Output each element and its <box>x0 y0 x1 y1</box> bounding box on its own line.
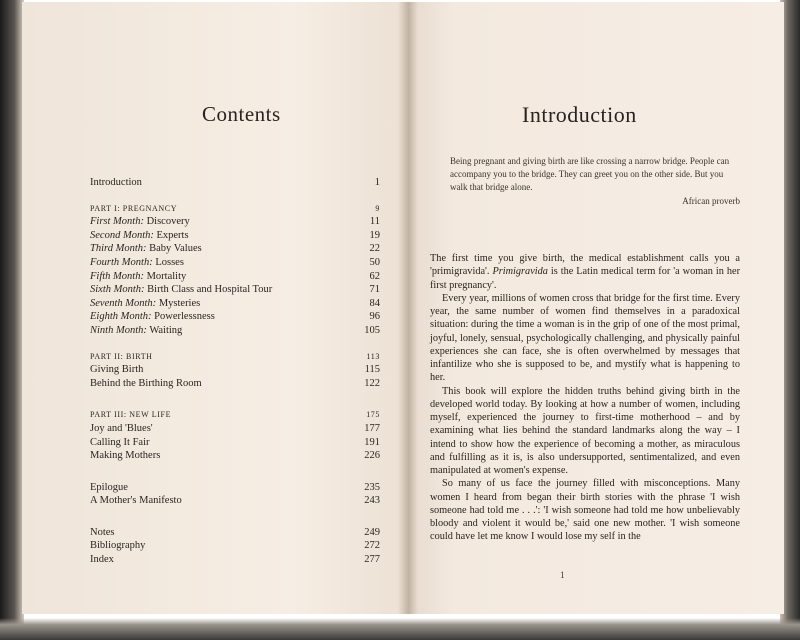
toc-entry: Fifth Month: Mortality 62 <box>90 270 380 282</box>
toc-entry: Giving Birth 115 <box>90 364 380 376</box>
toc-entry-title: Introduction <box>90 177 142 188</box>
toc-entry: Notes 249 <box>90 526 380 538</box>
toc-entry: Calling It Fair 191 <box>90 436 380 448</box>
toc-entry: Fourth Month: Losses 50 <box>90 256 380 268</box>
page-number: 1 <box>560 570 565 580</box>
toc-part-heading: PART II: BIRTH 113 <box>90 351 380 361</box>
toc-entry: Making Mothers 226 <box>90 450 380 462</box>
book-edge-left <box>0 0 24 640</box>
table-of-contents <box>90 176 380 567</box>
toc-entry <box>90 176 380 190</box>
toc-entry: Behind the Birthing Room 122 <box>90 377 380 389</box>
toc-entry: Eighth Month: Powerlessness 96 <box>90 311 380 323</box>
introduction-body <box>430 252 740 544</box>
toc-part-heading: PART I: PREGNANCY 9 <box>90 203 380 213</box>
toc-entry-page: 1 <box>374 177 380 188</box>
paragraph: The first time you give birth, the medical establishment calls you a 'primigravida'. Primigravida is the Latin medical term for 'a woman in her first pregnancy'. <box>430 253 741 291</box>
book-gutter <box>398 2 418 614</box>
toc-entry: A Mother's Manifesto 243 <box>90 495 380 507</box>
toc-entry: Epilogue 235 <box>90 481 380 493</box>
toc-entry: First Month: Discovery 11 <box>90 216 380 228</box>
paragraph: This book will explore the hidden truths behind giving birth in the developed world today. By looking at how a number of women, including myself, experienced the journey to first-time motherhood – and by examining what lies behind the standard landmarks along the way – I intend to show how the experience of becoming a mother, as miraculous and fulfilling as it is, is also undersupported, sentimentalized, and even manipulated at women's expense. <box>430 385 740 476</box>
contents-heading: Contents <box>202 102 281 126</box>
toc-entry: Bibliography 272 <box>90 540 380 552</box>
toc-entry: Second Month: Experts 19 <box>90 229 380 241</box>
introduction-heading: Introduction <box>522 102 637 127</box>
paragraph: Every year, millions of women cross that bridge for the first time. Every year, the same number of women find themselves in a paradoxical situation: during the time a woman is in the grip of one of the most primal, joyful, lonely, sensual, psychologically challenging, and physically painful experiences she can face, she is often overwhelmed by messages that infantilize who she is supposed to be, and mystify what is happening to her. <box>430 292 740 384</box>
epigraph <box>450 155 740 208</box>
toc-entry: Ninth Month: Waiting 105 <box>90 324 380 336</box>
toc-part-heading: PART III: NEW LIFE 175 <box>90 410 380 420</box>
epigraph-text: Being pregnant and giving birth are like crossing a narrow bridge. People can accompany you to the bridge. They can greet you on the other side. But you walk that bridge alone. <box>450 156 730 192</box>
toc-entry: Seventh Month: Mysteries 84 <box>90 297 380 309</box>
toc-entry: Index 277 <box>90 554 380 566</box>
epigraph-source: African proverb <box>682 196 740 206</box>
toc-entry: Third Month: Baby Values 22 <box>90 243 380 255</box>
toc-entry: Sixth Month: Birth Class and Hospital Tour 71 <box>90 284 380 296</box>
book-edge-bottom <box>0 618 800 640</box>
paragraph: So many of us face the journey filled with misconceptions. Many women I heard from began their birth stories with the phrase 'I wish someone had told me . . .': 'I wish someone had told me how unbelievably bloody and violent it would be,' said one new mother. 'I wish someone could have let me know I would lose my self in the <box>430 478 740 543</box>
toc-entry: Joy and 'Blues' 177 <box>90 422 380 434</box>
